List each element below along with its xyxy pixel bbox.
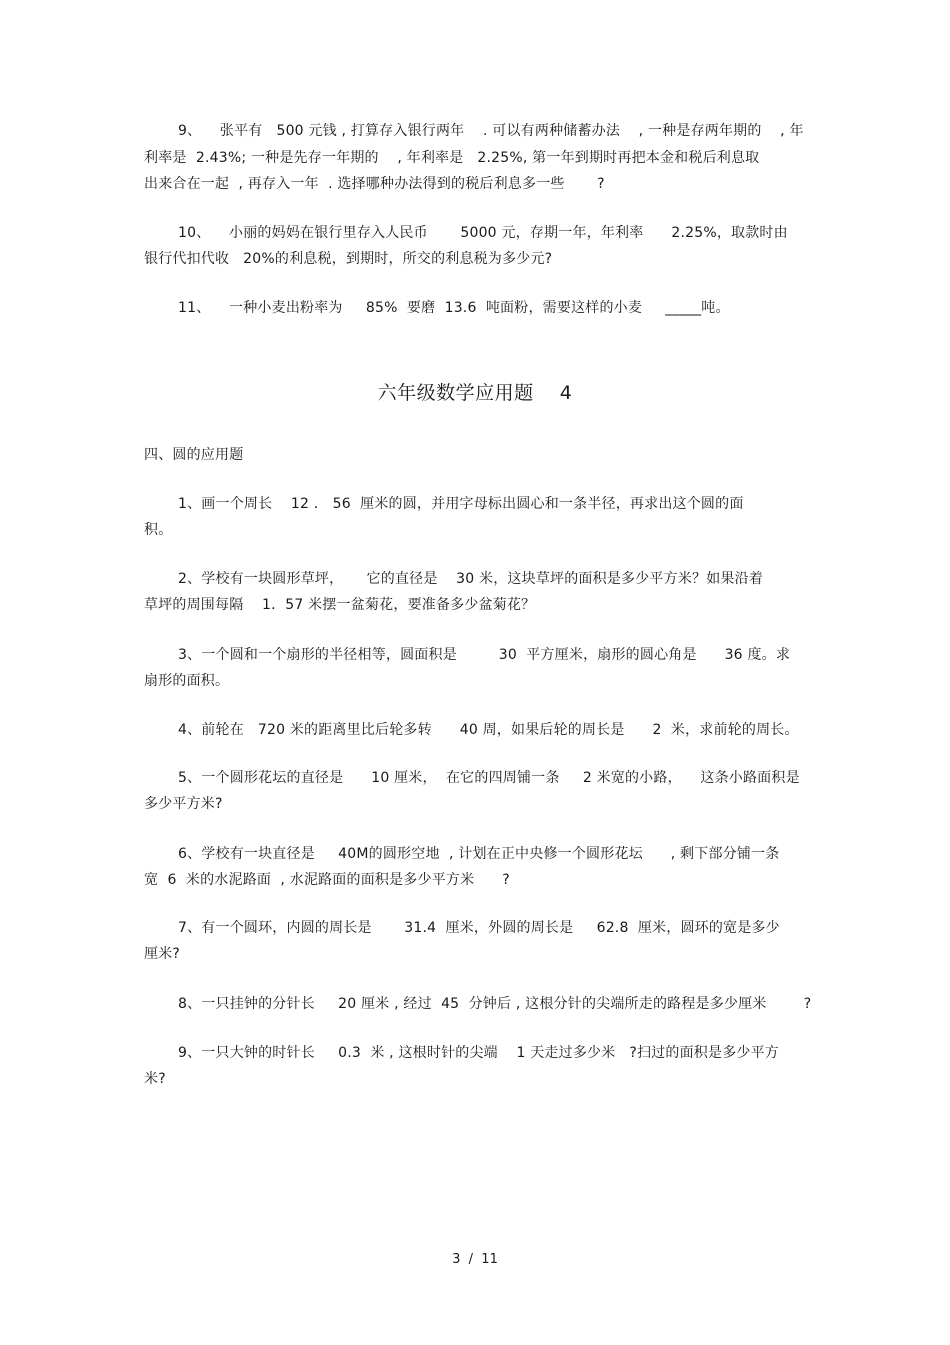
circle-problem-6-line-1: 6、学校有一块直径是 40M的圆形空地 , 计划在正中央修一个圆形花坛 , 剩下部分铺一条	[178, 846, 780, 862]
page-number: 3 / 11	[452, 1252, 498, 1267]
problem-10-line-2: 银行代扣代收 20%的利息税，到期时，所交的利息税为多少元?	[144, 251, 553, 267]
circle-problem-4-line-1: 4、前轮在 720 米的距离里比后轮多转 40 周，如果后轮的周长是 2 米，求前轮的周长。	[178, 722, 799, 738]
circle-problem-5-line-2: 多少平方米?	[144, 796, 223, 812]
circle-problem-7-line-2: 厘米?	[144, 946, 181, 962]
circle-problem-9-line-2: 米?	[144, 1071, 166, 1087]
problem-9-line-1: 9、 张平有 500 元钱 , 打算存入银行两年 . 可以有两种储蓄办法 , 一种是存两年期的 , 年	[178, 123, 804, 139]
circle-problem-1-line-2: 积。	[144, 522, 173, 538]
circle-problem-2-line-1: 2、学校有一块圆形草坪， 它的直径是 30 米，这块草坪的面积是多少平方米？如果沿着	[178, 571, 764, 587]
circle-problem-7-line-1: 7、有一个圆环，内圆的周长是 31.4 厘米，外圆的周长是 62.8 厘米，圆环的宽是多少	[178, 920, 780, 936]
problem-10-line-1: 10、 小丽的妈妈在银行里存入人民币 5000 元，存期一年，年利率 2.25%，取款时由	[178, 225, 788, 241]
circle-problem-8-line-1: 8、一只挂钟的分针长 20 厘米 , 经过 45 分钟后 , 这根分针的尖端所走的路程是多少厘米 ?	[178, 996, 812, 1012]
circle-problem-2-line-2: 草坪的周围每隔 1．57 米摆一盆菊花，要准备多少盆菊花？	[144, 597, 536, 613]
circle-problem-6-line-2: 宽 6 米的水泥路面 , 水泥路面的面积是多少平方米 ?	[144, 872, 510, 888]
problem-9-line-2: 利率是 2.43%; 一种是先存一年期的 , 年利率是 2.25%, 第一年到期时再把本金和税后利息取	[144, 150, 760, 166]
section-title: 六年级数学应用题 4	[377, 382, 573, 404]
circle-problem-1-line-1: 1、画一个周长 12 ． 56 厘米的圆，并用字母标出圆心和一条半径，再求出这个圆的面	[178, 496, 744, 512]
circle-problem-3-line-1: 3、一个圆和一个扇形的半径相等，圆面积是 30 平方厘米，扇形的圆心角是 36 度。求	[178, 647, 791, 663]
problem-11-line-1: 11、 一种小麦出粉率为 85% 要磨 13.6 吨面粉，需要这样的小麦 _____吨。	[178, 300, 730, 316]
circle-problem-9-line-1: 9、一只大钟的时针长 0.3 米 , 这根时针的尖端 1 天走过多少米 ?扫过的面积是多少平方	[178, 1045, 780, 1061]
section-heading: 四、圆的应用题	[144, 447, 244, 463]
problem-9-line-3: 出来合在一起 , 再存入一年 . 选择哪种办法得到的税后利息多一些 ?	[144, 176, 605, 192]
circle-problem-5-line-1: 5、一个圆形花坛的直径是 10 厘米， 在它的四周铺一条 2 米宽的小路， 这条小路面积是	[178, 770, 800, 786]
circle-problem-3-line-2: 扇形的面积。	[144, 673, 230, 689]
